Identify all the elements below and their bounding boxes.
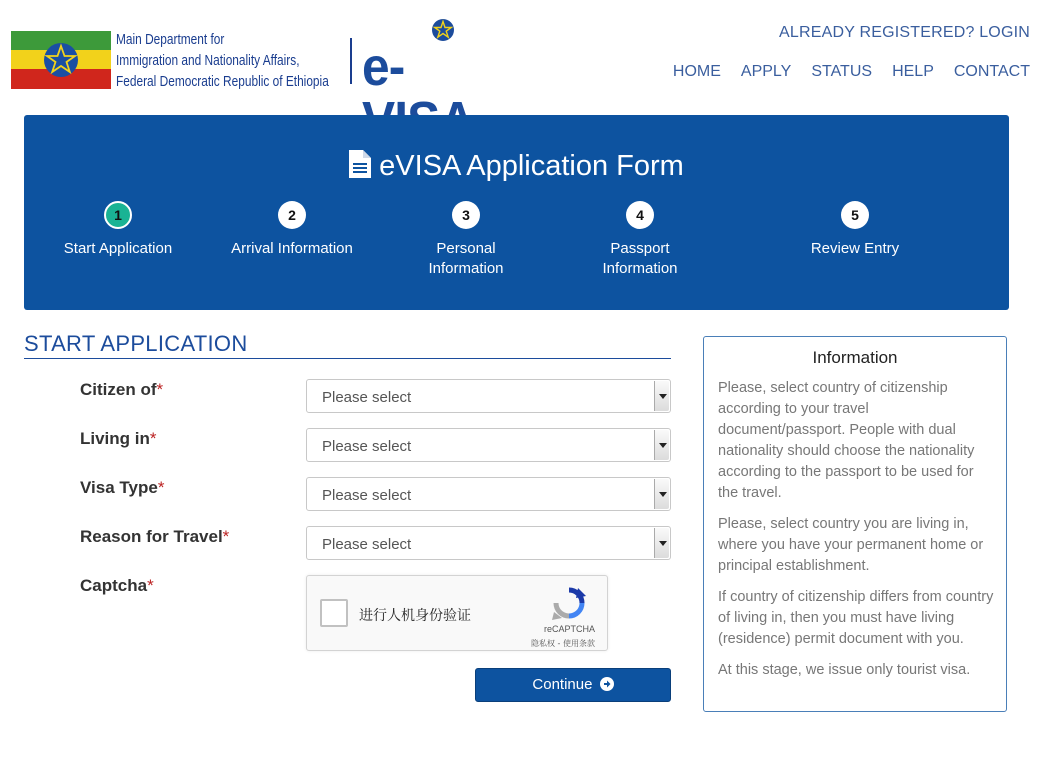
dropdown-arrow-icon[interactable] (654, 381, 669, 411)
main-nav (673, 63, 1030, 81)
captcha-checkbox-text: 进行人机身份验证 (359, 608, 471, 624)
department-line-1: Main Department for (116, 32, 225, 48)
section-title: START APPLICATION (24, 331, 248, 356)
step-3-number: 3 (452, 201, 480, 229)
nav-status[interactable]: STATUS (811, 63, 873, 80)
site-header (0, 0, 1060, 110)
ethiopia-flag-icon (11, 31, 111, 89)
recaptcha-widget (306, 575, 608, 651)
visa-type-label-text: Visa Type (80, 478, 158, 497)
continue-button[interactable] (475, 668, 671, 702)
form-banner (24, 115, 1009, 310)
information-body (718, 378, 994, 691)
department-name (116, 30, 329, 93)
nav-apply[interactable]: APPLY (740, 63, 792, 80)
dropdown-arrow-icon[interactable] (654, 528, 669, 558)
evisa-logo-text: e- (362, 37, 405, 97)
required-marker: * (222, 527, 230, 546)
reason-for-travel-select[interactable] (306, 526, 671, 560)
nav-home[interactable]: HOME (672, 63, 721, 80)
required-marker: * (156, 380, 164, 399)
captcha-checkbox[interactable] (320, 599, 348, 627)
dropdown-arrow-icon[interactable] (654, 479, 669, 509)
emblem-star-icon (431, 18, 455, 42)
required-marker: * (157, 478, 165, 497)
info-paragraph: At this stage, we issue only tourist visa. (718, 662, 971, 678)
login-link[interactable]: ALREADY REGISTERED? LOGIN (779, 24, 1030, 41)
citizen-of-value: Please select (322, 389, 412, 406)
captcha-label-text: Captcha (80, 576, 148, 595)
citizen-of-label-text: Citizen of (80, 380, 157, 399)
continue-button-label: Continue (532, 676, 593, 693)
visa-type-label (80, 478, 164, 498)
step-5-number: 5 (841, 201, 869, 229)
step-2-number: 2 (278, 201, 306, 229)
department-line-2: Immigration and Nationality Affairs, (116, 53, 300, 69)
information-title: Information (812, 348, 898, 367)
nav-contact[interactable]: CONTACT (953, 63, 1030, 80)
evisa-logo[interactable] (362, 18, 512, 97)
step-5 (765, 201, 945, 259)
information-panel (703, 336, 1007, 712)
nav-help[interactable]: HELP (892, 63, 934, 80)
living-in-label (80, 429, 157, 449)
recaptcha-logo-icon (552, 586, 586, 620)
step-4 (550, 201, 730, 279)
arrow-circle-right-icon (600, 677, 614, 691)
section-divider (24, 358, 671, 359)
living-in-value: Please select (322, 438, 412, 455)
living-in-select[interactable] (306, 428, 671, 462)
banner-title: eVISA Application Form (379, 150, 684, 182)
captcha-label (80, 576, 154, 596)
living-in-label-text: Living in (80, 429, 150, 448)
dropdown-arrow-icon[interactable] (654, 430, 669, 460)
step-4-label: Passport Information (602, 240, 678, 277)
required-marker: * (149, 429, 157, 448)
info-paragraph: If country of citizenship differs from country of living in, then you must have living (residence) permit document with you. (718, 589, 994, 647)
step-1-number: 1 (104, 201, 132, 229)
info-paragraph: Please, select country you are living in, where you have your permanent home or principal establishment. (718, 516, 984, 574)
step-3 (376, 201, 556, 279)
document-icon (349, 150, 371, 178)
step-4-number: 4 (626, 201, 654, 229)
step-3-label: Personal Information (428, 240, 504, 277)
step-2-label: Arrival Information (231, 240, 353, 257)
recaptcha-brand: reCAPTCHA (543, 624, 595, 634)
reason-for-travel-value: Please select (322, 536, 412, 553)
step-2 (202, 201, 382, 259)
required-marker: * (147, 576, 154, 595)
info-paragraph: Please, select country of citizenship according to your travel document/passport. People with dual nationality should choose the nationality according to the passport to be used for the travel. (718, 380, 975, 501)
recaptcha-terms-link[interactable]: 隐私权 - 使用条款 (531, 639, 595, 648)
department-line-3: Federal Democratic Republic of Ethiopia (116, 74, 329, 90)
visa-type-select[interactable] (306, 477, 671, 511)
citizen-of-label (80, 380, 163, 400)
reason-for-travel-label-text: Reason for Travel (80, 527, 223, 546)
banner-title-row (24, 149, 1009, 183)
step-5-label: Review Entry (810, 240, 900, 257)
citizen-of-select[interactable] (306, 379, 671, 413)
visa-type-value: Please select (322, 487, 412, 504)
reason-for-travel-label (80, 527, 229, 547)
step-1-label: Start Application (63, 240, 173, 257)
header-divider (350, 38, 352, 84)
step-1 (28, 201, 208, 259)
